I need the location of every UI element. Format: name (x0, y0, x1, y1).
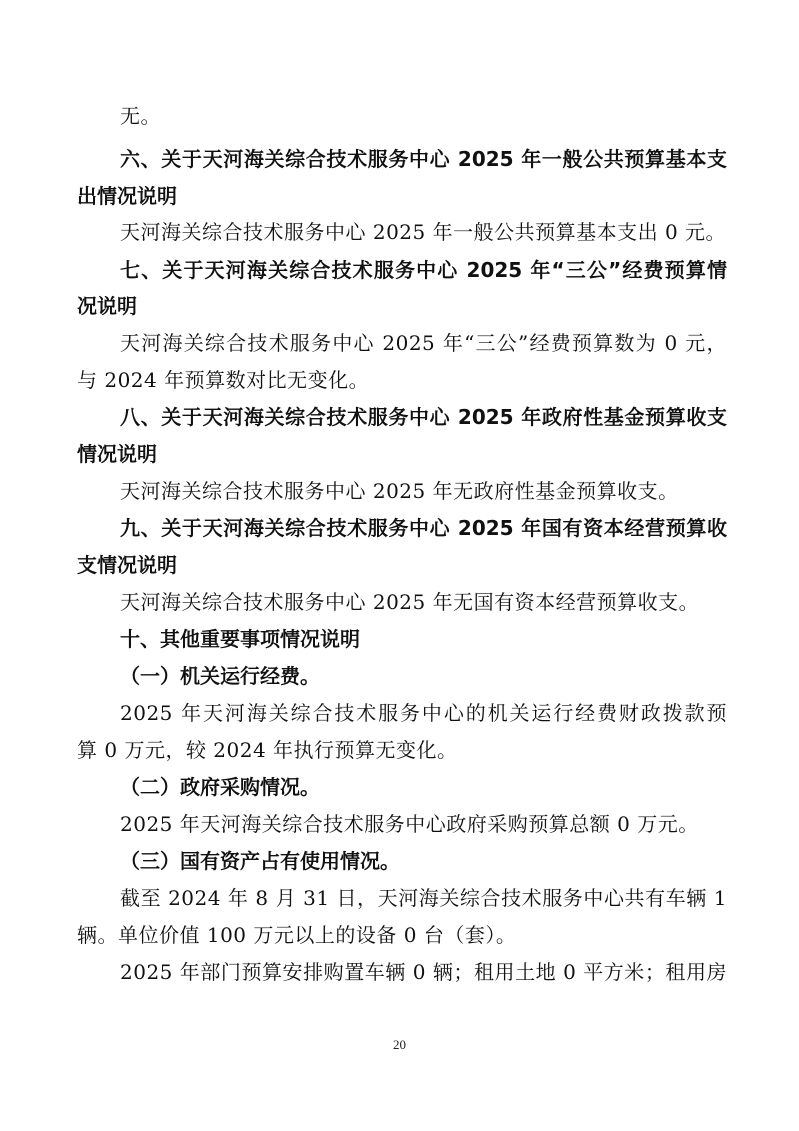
subsection-heading-2: （二）政府采购情况。 (120, 775, 320, 799)
subsection-heading-3: （三）国有资产占有使用情况。 (120, 849, 400, 873)
section-heading-10: 十、其他重要事项情况说明 (120, 627, 360, 651)
section-heading-6: 六、关于天河海关综合技术服务中心 2025 年一般公共预算基本支 (120, 147, 727, 171)
subsection-heading-1: （一）机关运行经费。 (120, 664, 320, 688)
section-heading-8-cont: 情况说明 (77, 442, 157, 466)
section-heading-9-cont: 支情况说明 (77, 553, 177, 577)
paragraph-line: 2025 年天河海关综合技术服务中心的机关运行经费财政拨款预 (120, 701, 727, 725)
paragraph-line: 截至 2024 年 8 月 31 日，天河海关综合技术服务中心共有车辆 1 (120, 886, 727, 910)
paragraph-line: 2025 年部门预算安排购置车辆 0 辆；租用土地 0 平方米；租用房 (120, 960, 727, 984)
page-number: 20 (393, 1037, 406, 1052)
paragraph-line: 天河海关综合技术服务中心 2025 年无政府性基金预算收支。 (120, 479, 679, 503)
section-heading-6-cont: 出情况说明 (77, 184, 177, 208)
paragraph-line: 天河海关综合技术服务中心 2025 年一般公共预算基本支出 0 元。 (120, 220, 727, 244)
paragraph-line: 算 0 万元，较 2024 年执行预算无变化。 (77, 738, 458, 762)
section-heading-7: 七、关于天河海关综合技术服务中心 2025 年“三公”经费预算情 (120, 258, 727, 282)
paragraph-line: 天河海关综合技术服务中心 2025 年“三公”经费预算数为 0 元， (120, 331, 727, 355)
section-heading-8: 八、关于天河海关综合技术服务中心 2025 年政府性基金预算收支 (120, 405, 727, 429)
paragraph-line: 辆。单位价值 100 万元以上的设备 0 台（套）。 (77, 923, 517, 947)
paragraph-line: 2025 年天河海关综合技术服务中心政府采购预算总额 0 万元。 (120, 812, 699, 836)
paragraph-line: 天河海关综合技术服务中心 2025 年无国有资本经营预算收支。 (120, 590, 700, 614)
paragraph-line: 与 2024 年预算数对比无变化。 (77, 368, 370, 392)
text-line: 无。 (120, 104, 161, 128)
section-heading-7-cont: 况说明 (77, 294, 137, 318)
section-heading-9: 九、关于天河海关综合技术服务中心 2025 年国有资本经营预算收 (120, 516, 727, 540)
